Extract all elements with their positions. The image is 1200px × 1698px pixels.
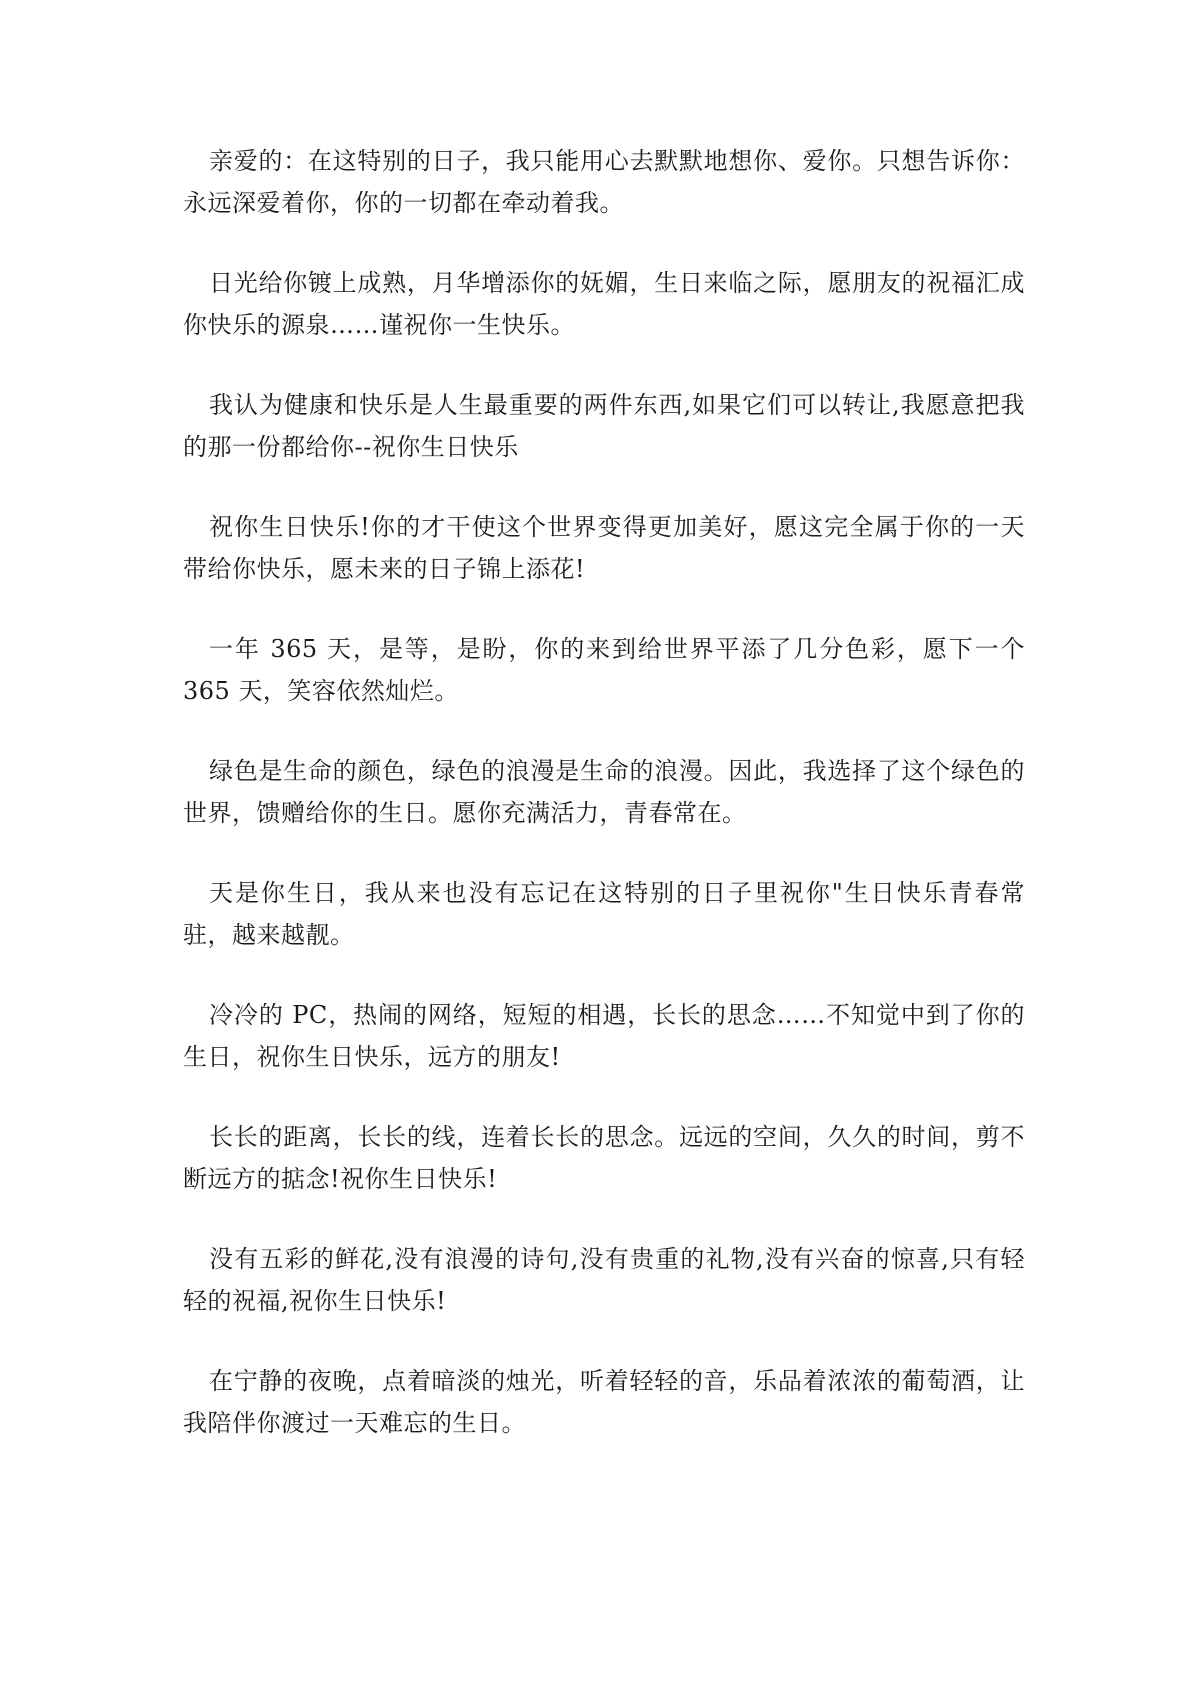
paragraph-3: 我认为健康和快乐是人生最重要的两件东西,如果它们可以转让,我愿意把我的那一份都给你--祝你生日快乐 [183,391,1025,461]
paragraph-6: 绿色是生命的颜色，绿色的浪漫是生命的浪漫。因此，我选择了这个绿色的世界，馈赠给你的生日。愿你充满活力，青春常在。 [183,757,1025,827]
paragraph-10: 没有五彩的鲜花,没有浪漫的诗句,没有贵重的礼物,没有兴奋的惊喜,只有轻轻的祝福,祝你生日快乐! [183,1245,1025,1315]
paragraph-8: 冷冷的 PC，热闹的网络，短短的相遇，长长的思念……不知觉中到了你的生日，祝你生日快乐，远方的朋友! [183,1001,1025,1071]
paragraph-11: 在宁静的夜晚，点着暗淡的烛光，听着轻轻的音，乐品着浓浓的葡萄酒，让我陪伴你渡过一天难忘的生日。 [183,1367,1025,1437]
paragraph-2: 日光给你镀上成熟，月华增添你的妩媚，生日来临之际，愿朋友的祝福汇成你快乐的源泉……谨祝你一生快乐。 [183,269,1025,339]
paragraph-5: 一年 365 天，是等，是盼，你的来到给世界平添了几分色彩，愿下一个 365 天，笑容依然灿烂。 [183,635,1025,705]
paragraph-4: 祝你生日快乐!你的才干使这个世界变得更加美好，愿这完全属于你的一天带给你快乐，愿未来的日子锦上添花! [183,513,1025,583]
paragraph-9: 长长的距离，长长的线，连着长长的思念。远远的空间，久久的时间，剪不断远方的掂念!祝你生日快乐! [183,1123,1025,1193]
paragraph-1: 亲爱的：在这特别的日子，我只能用心去默默地想你、爱你。只想告诉你：永远深爱着你，你的一切都在牵动着我。 [183,147,1025,217]
paragraph-7: 天是你生日，我从来也没有忘记在这特别的日子里祝你"生日快乐青春常驻，越来越靓。 [183,879,1025,949]
